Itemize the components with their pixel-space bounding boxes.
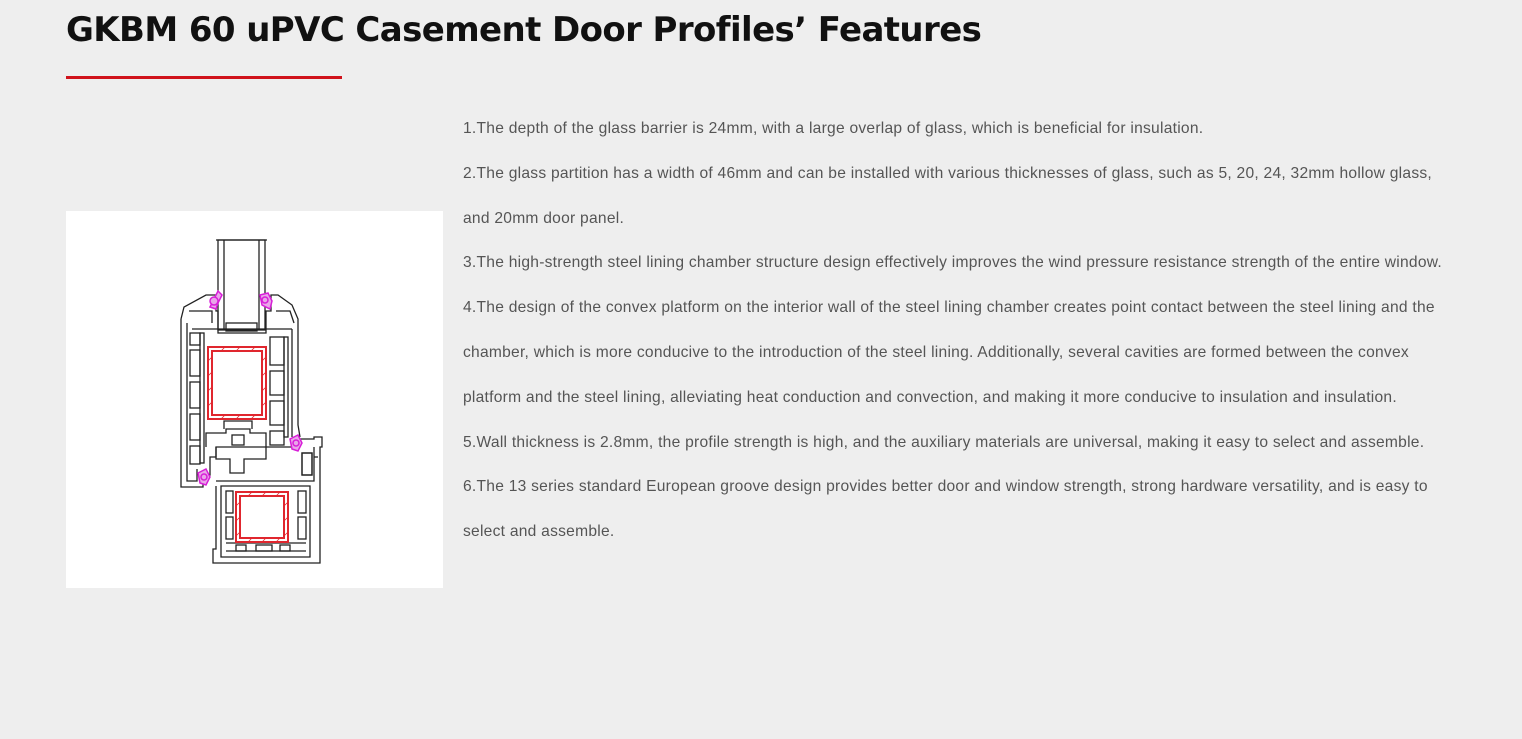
feature-item: 3.The high-strength steel lining chamber structure design effectively improves the wind pressure resistance strength of the entire window. bbox=[463, 254, 1442, 272]
profile-cross-section-icon bbox=[66, 211, 443, 588]
gasket bbox=[198, 291, 302, 485]
feature-item: 4.The design of the convex platform on the interior wall of the steel lining chamber creates point contact between the steel lining and the chamber, which is more conducive to the introduction of the steel lining. Additionally, several cavities are formed between the convex platform and the steel lining, alleviating heat conduction and convection, and making it more conducive to insulation and insulation. bbox=[463, 299, 1435, 406]
sash-frame bbox=[181, 295, 322, 563]
feature-item: 1.The depth of the glass barrier is 24mm, with a large overlap of glass, which is beneficial for insulation. bbox=[463, 120, 1204, 137]
feature-item: 5.Wall thickness is 2.8mm, the profile strength is high, and the auxiliary materials are universal, making it easy to select and assemble. bbox=[463, 433, 1425, 451]
page-title: GKBM 60 uPVC Casement Door Profiles’ Features bbox=[66, 10, 982, 50]
feature-item: 6.The 13 series standard European groove design provides better door and window strength, strong hardware versatility, and is easy to select and assemble. bbox=[463, 478, 1428, 541]
glass-pane bbox=[216, 240, 267, 331]
title-underline bbox=[66, 76, 342, 79]
profile-image bbox=[66, 211, 443, 588]
features-list bbox=[463, 107, 1453, 555]
feature-item: 2.The glass partition has a width of 46mm and can be installed with various thicknesses of glass, such as 5, 20, 24, 32mm hollow glass, and 20mm door panel. bbox=[463, 164, 1432, 227]
